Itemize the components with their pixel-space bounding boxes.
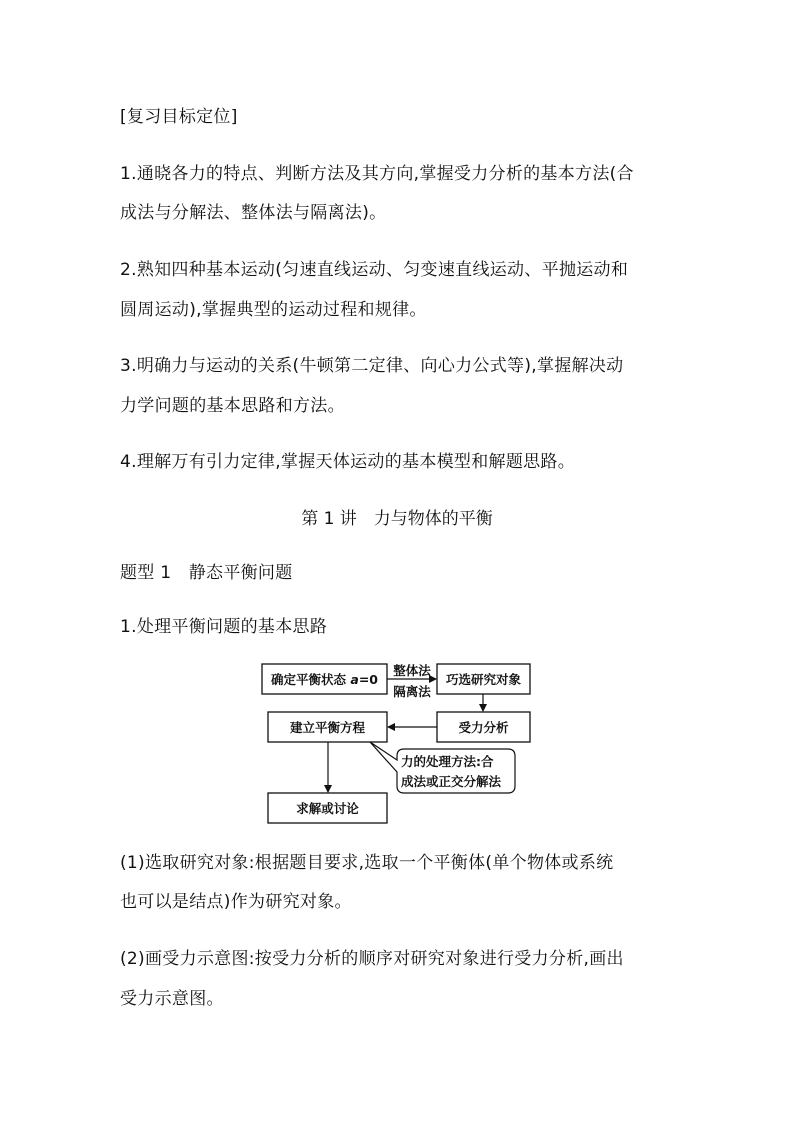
objective-4-line-1: 4.理解万有引力定律,掌握天体运动的基本模型和解题思路。 [120, 452, 576, 472]
topic-title: 题型 1 静态平衡问题 [120, 563, 293, 583]
flow-box-equation-label: 建立平衡方程 [289, 720, 366, 735]
arrow-label-whole: 整体法 [393, 663, 431, 678]
objective-3-line-1: 3.明确力与运动的关系(牛顿第二定律、向心力公式等),掌握解决动 [120, 356, 624, 376]
section-heading: [复习目标定位] [120, 107, 238, 127]
objective-1-line-1: 1.通晓各力的特点、判断方法及其方向,掌握受力分析的基本方法(合 [120, 164, 634, 184]
step-2-line-1: (2)画受力示意图:按受力分析的顺序对研究对象进行受力分析,画出 [120, 949, 624, 969]
arrow-label-isolate: 隔离法 [393, 684, 431, 699]
point-title: 1.处理平衡问题的基本思路 [120, 617, 328, 637]
objective-2-line-2: 圆周运动),掌握典型的运动过程和规律。 [120, 300, 427, 320]
callout-line-1: 力的处理方法:合 [401, 754, 494, 769]
objective-2-line-1: 2.熟知四种基本运动(匀速直线运动、匀变速直线运动、平抛运动和 [120, 260, 629, 280]
step-1-line-1: (1)选取研究对象:根据题目要求,选取一个平衡体(单个物体或系统 [120, 853, 614, 873]
objective-3-line-2: 力学问题的基本思路和方法。 [120, 396, 345, 416]
flow-box-force-label: 受力分析 [458, 720, 509, 735]
step-1-line-2: 也可以是结点)作为研究对象。 [120, 892, 352, 912]
objective-1-line-2: 成法与分解法、整体法与隔离法)。 [120, 203, 387, 223]
flow-box-solve-label: 求解或讨论 [296, 801, 359, 816]
callout-line-2: 成法或正交分解法 [401, 774, 502, 789]
flow-box-object-label: 巧选研究对象 [445, 672, 522, 687]
flow-box-state-label: 确定平衡状态 a=0 [271, 672, 378, 687]
lecture-title: 第 1 讲 力与物体的平衡 [301, 509, 493, 529]
step-2-line-2: 受力示意图。 [120, 989, 224, 1009]
